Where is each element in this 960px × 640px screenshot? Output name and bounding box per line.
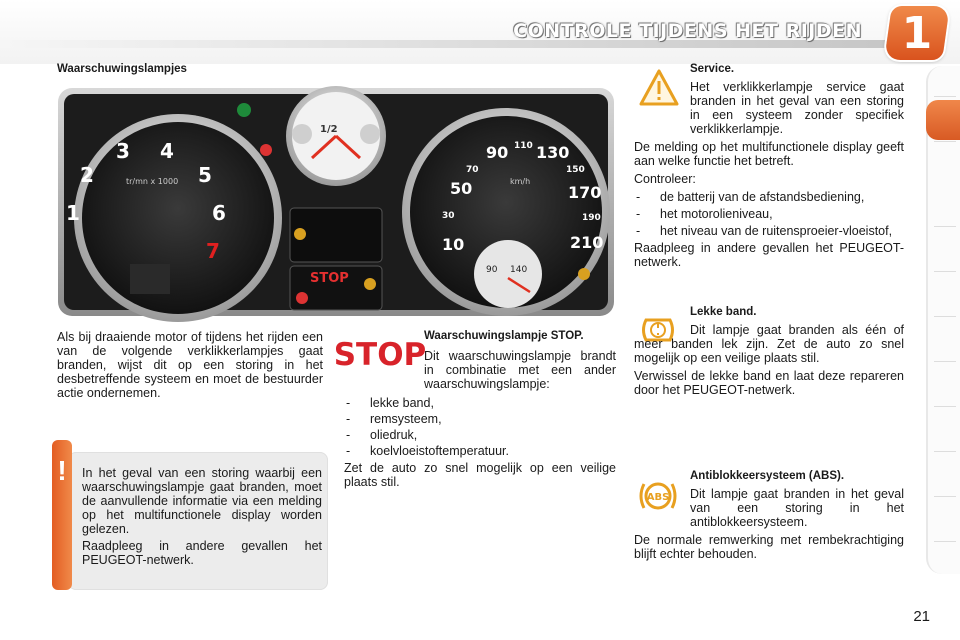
tab-divider (934, 226, 956, 227)
stop-list (344, 395, 616, 459)
speedo-mark: 190 (582, 213, 601, 223)
list-item: - het niveau van de ruitensproeier-vloeistof, (634, 224, 904, 238)
stop-description: Dit waarschuwingslampje brandt in combinatie met een ander waarschuwingslampje: (424, 349, 616, 391)
abs-column (634, 470, 904, 561)
tacho-mark: 3 (116, 139, 130, 163)
tab-divider (934, 451, 956, 452)
tyre-description: Dit lampje gaat branden als één of meer banden lek zijn. Zet de auto zo snel mogelijk op een veilige plaats stil. (634, 323, 904, 365)
list-item: - lekke band, (344, 395, 616, 411)
tyre-column (634, 306, 904, 397)
list-item: - remsysteem, (344, 411, 616, 427)
tab-divider (934, 271, 956, 272)
service-paragraph: Controleer: (634, 172, 696, 186)
speedo-mark: 170 (568, 183, 602, 202)
speedo-mark: 10 (442, 235, 465, 254)
speedo-mark: 70 (466, 165, 479, 175)
service-column (634, 63, 904, 269)
temp-mark: 90 (486, 265, 498, 275)
list-item: - koelvloeistoftemperatuur. (344, 443, 616, 459)
speedo-mark: 30 (442, 211, 455, 221)
page-header-title: CONTROLE TIJDENS HET RIJDEN (513, 20, 862, 42)
tab-divider (934, 141, 956, 142)
warning-paragraph: Raadpleeg in andere gevallen het PEUGEOT-netwerk. (82, 539, 322, 567)
speedo-mark: 150 (566, 165, 585, 175)
tab-divider (934, 316, 956, 317)
tab-divider (934, 496, 956, 497)
chapter-number: 1 (901, 8, 933, 59)
tyre-paragraph: Verwissel de lekke band en laat deze repareren door het PEUGEOT-netwerk. (634, 369, 904, 397)
speedo-unit: km/h (510, 177, 531, 186)
warning-text (82, 466, 322, 567)
intro-column (57, 330, 323, 400)
tab-divider (934, 406, 956, 407)
temp-mark: 140 (510, 265, 528, 275)
tacho-mark-red: 7 (206, 239, 220, 263)
speedo-mark: 50 (450, 179, 473, 198)
warning-paragraph: In het geval van een storing waarbij een waarschuwingslampje gaat branden, moet de aanvullende informatie via een melding op het multifunctionele display worden gelezen. (82, 466, 322, 536)
speedo-mark: 90 (486, 143, 509, 162)
speedo-mark: 130 (536, 143, 570, 162)
exclamation-icon: ! (57, 455, 67, 486)
stop-icon-label: STOP (333, 337, 427, 373)
tab-divider (934, 541, 956, 542)
chapter-badge (884, 6, 950, 60)
service-list (634, 190, 904, 238)
tacho-mark: 2 (80, 163, 94, 187)
tacho-unit: tr/mn x 1000 (126, 177, 179, 186)
abs-title: Antiblokkeersysteem (ABS). (690, 470, 845, 482)
service-paragraph: Raadpleeg in andere gevallen het PEUGEOT-netwerk. (634, 241, 904, 269)
service-paragraph: De melding op het multifunctionele display geeft aan welke functie het betreft. (634, 140, 904, 168)
stop-title: Waarschuwingslampje STOP. (424, 330, 584, 342)
page-number: 21 (913, 608, 930, 625)
abs-description: Dit lampje gaat branden in het geval van een storing in het antiblokkeersysteem. (690, 487, 904, 529)
speedo-mark: 110 (514, 141, 533, 151)
abs-icon-label: ABS (646, 492, 670, 503)
cluster-stop-lamp: STOP (310, 271, 349, 286)
tyre-title: Lekke band. (690, 306, 757, 318)
fuel-half-label: 1/2 (320, 124, 338, 135)
abs-paragraph: De normale remwerking met rembekrachtiging blijft echter behouden. (634, 533, 904, 561)
intro-paragraph: Als bij draaiende motor of tijdens het rijden een van de volgende verklikkerlampjes gaat branden, wijst dit op een storing in het desbetreffende systeem en moet de bestuurder actie ondernemen. (57, 330, 323, 400)
section-title: Waarschuwingslampjes (57, 63, 187, 75)
stop-footer: Zet de auto zo snel mogelijk op een veilige plaats stil. (344, 461, 616, 489)
tacho-mark: 1 (66, 201, 80, 225)
tacho-mark: 4 (160, 139, 174, 163)
list-item: - het motorolieniveau, (634, 207, 904, 221)
chapter-tab-active[interactable] (926, 100, 960, 140)
service-title: Service. (690, 63, 735, 75)
list-item: - oliedruk, (344, 427, 616, 443)
tab-divider (934, 361, 956, 362)
instrument-cluster-illustration (58, 88, 614, 316)
list-item: - de batterij van de afstandsbediening, (634, 190, 904, 204)
speedo-mark: 210 (570, 233, 604, 252)
tab-divider (934, 96, 956, 97)
service-description: Het verklikkerlampje service gaat branden in het geval van een storing in een systeem zonder specifiek verklikkerlampje. (690, 80, 904, 136)
tacho-mark: 5 (198, 163, 212, 187)
chapter-tab-rail (926, 66, 960, 574)
tacho-mark: 6 (212, 201, 226, 225)
stop-column (344, 330, 616, 489)
